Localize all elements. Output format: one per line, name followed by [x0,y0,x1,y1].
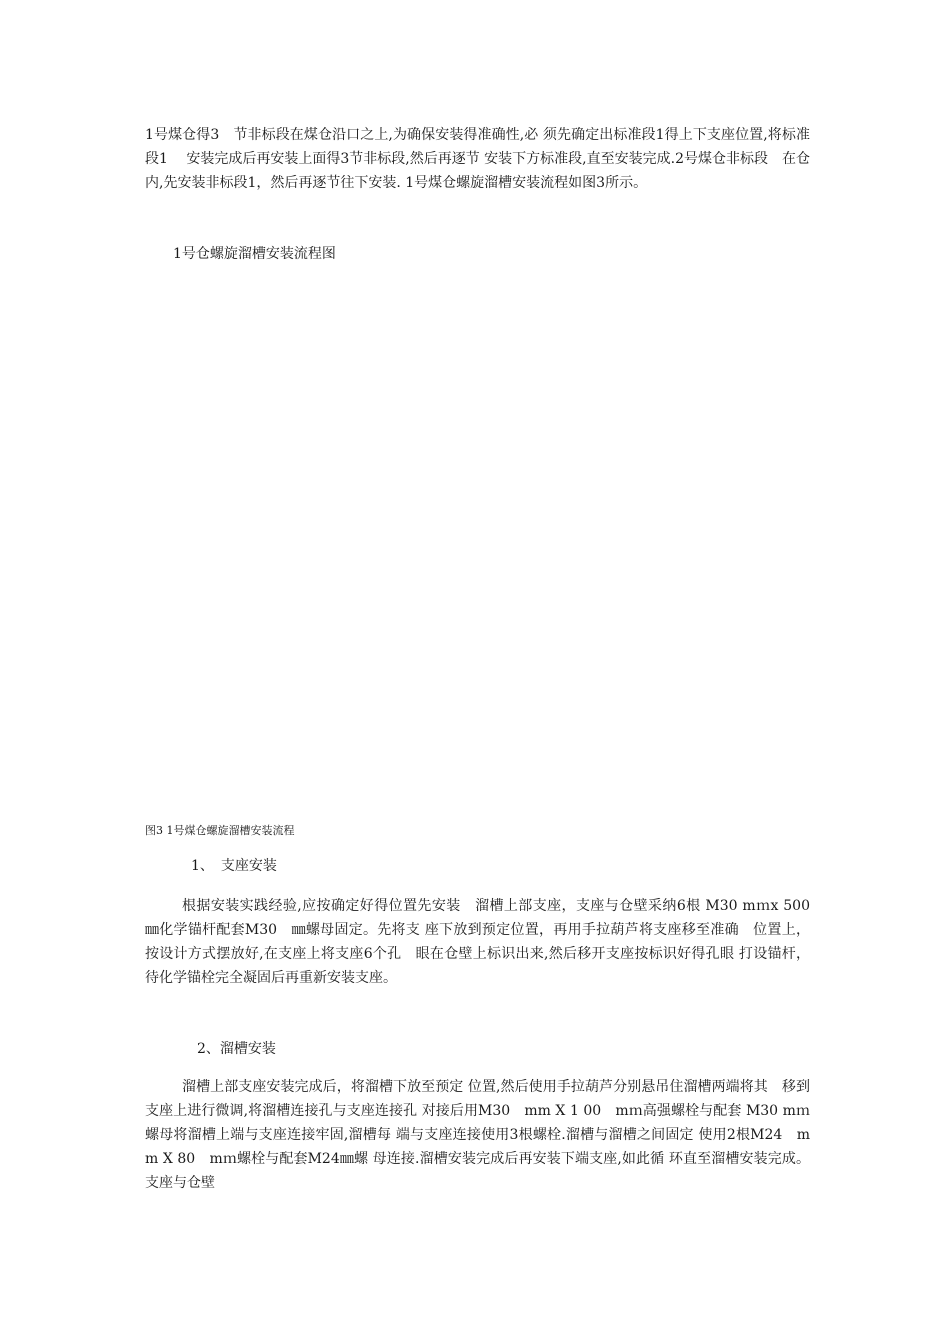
support-installation-paragraph: 根据安装实践经验,应按确定好得位置先安装 溜槽上部支座，支座与仓壁采纳6根 M30 mｍx 500 ㎜化学锚杆配套M30 ㎜螺母固定。先将支 座下放到预定位置，再用手拉葫芦将支座移至准确 位置上，按设计方式摆放好,在支座上将支座6个孔 眼在仓壁上标识出来,然后移开支座按标识好得孔眼 打设锚杆，待化学锚栓完全凝固后再重新安装支座。 [145,898,810,986]
figure-title: 1号仓螺旋溜槽安装流程图 [173,246,336,262]
flowchart-figure-placeholder [145,275,810,810]
chute-installation-paragraph: 溜槽上部支座安装完成后，将溜槽下放至预定 位置,然后使用手拉葫芦分别悬吊住溜槽两端将其 移到支座上进行微调,将溜槽连接孔与支座连接孔 对接后用M30 mm X 1 00 mｍ高强螺栓与配套 M30 mｍ螺母将溜槽上端与支座连接牢固,溜槽每 端与支座连接使用3根螺栓.溜槽与溜槽之间固定 使用2根M24 mm X 80 mｍ螺栓与配套M24㎜螺 母连接.溜槽安装完成后再安装下端支座,如此循 环直至溜槽安装完成。支座与仓壁 [145,1079,810,1191]
intro-paragraph: 1号煤仓得3 节非标段在煤仓沿口之上,为确保安装得准确性,必 须先确定出标准段1得上下支座位置,将标准段1 安装完成后再安装上面得3节非标段,然后再逐节 安装下方标准段,直至安装完成.2号煤仓非标段 在仓内,先安装非标段1，然后再逐节往下安装. 1号煤仓螺旋溜槽安装流程如图3所示。 [145,127,810,191]
figure-caption: 图3 1号煤仓螺旋溜槽安装流程 [145,824,295,837]
section-heading-support-installation: 1、 支座安装 [191,858,277,874]
section-heading-chute-installation: 2、溜槽安装 [197,1041,276,1057]
